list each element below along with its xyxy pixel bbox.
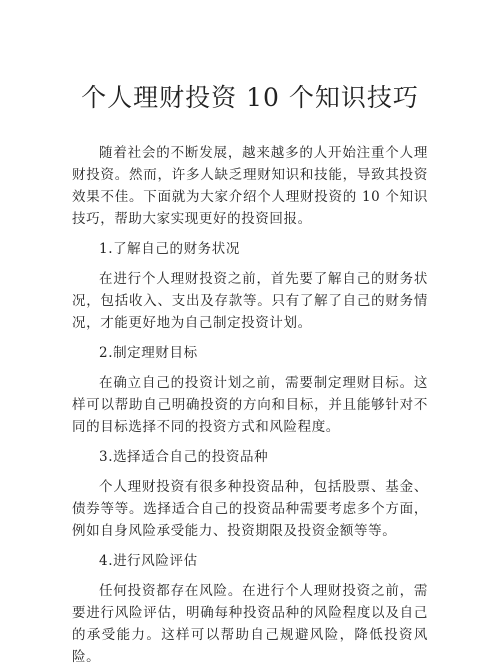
document-title: 个人理财投资 10 个知识技巧 [81,83,419,112]
section-heading: 2.制定理财目标 [99,345,198,361]
section-3 [72,446,428,542]
section-heading: 1.了解自己的财务状况 [99,241,240,257]
section-heading: 4.进行风险评估 [99,553,198,569]
section-2 [72,342,428,438]
section-body: 在进行个人理财投资之前，首先要了解自己的财务状况，包括收入、支出及存款等。只有了解了自己的财务情况，才能更好地为自己制定投资计划。 [72,271,428,331]
section-body: 在确立自己的投资计划之前，需要制定理财目标。这样可以帮助自己明确投资的方向和目标，并且能够针对不同的目标选择不同的投资方式和风险程度。 [72,375,428,435]
section-heading: 3.选择适合自己的投资品种 [99,449,269,465]
section-body: 个人理财投资有很多种投资品种，包括股票、基金、债券等等。选择适合自己的投资品种需要考虑多个方面，例如自身风险承受能力、投资期限及投资金额等等。 [72,479,428,539]
section-1 [72,238,428,334]
intro-paragraph: 随着社会的不断发展，越来越多的人开始注重个人理财投资。然而，许多人缺乏理财知识和技能，导致其投资效果不佳。下面就为大家介绍个人理财投资的 10 个知识技巧，帮助大家实现更好的投资回报。 [72,145,428,227]
section-body: 任何投资都存在风险。在进行个人理财投资之前，需要进行风险评估，明确每种投资品种的风险程度以及自己的承受能力。这样可以帮助自己规避风险，降低投资风险。 [72,583,428,665]
section-4 [72,550,428,668]
